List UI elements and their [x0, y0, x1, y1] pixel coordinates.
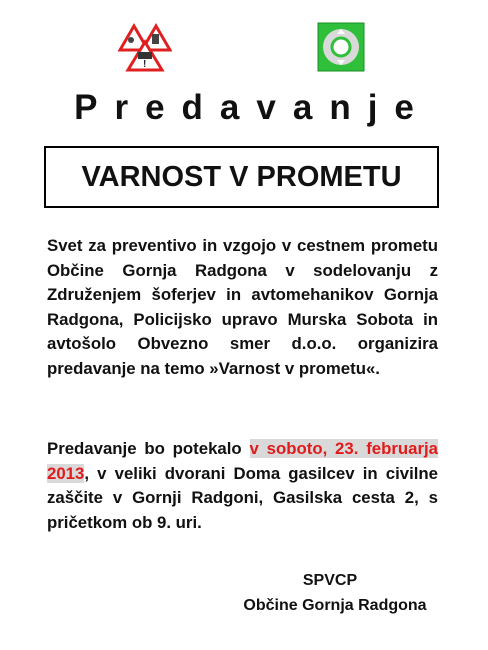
details-paragraph — [47, 437, 438, 535]
details-text-end: , v veliki dvorani Doma gasilcev in civilne zaščite v Gornji Radgoni, Gasilska cesta 2, s pričetkom ob 9. uri. — [47, 463, 438, 532]
traffic-signs-logo — [118, 22, 172, 74]
date-highlight: v soboto, 23. februarja 2013 — [47, 439, 438, 483]
roundabout-logo — [317, 22, 365, 72]
title-box — [44, 146, 439, 208]
signature-municipality: Občine Gornja Radgona — [243, 597, 427, 614]
intro-paragraph: Svet za preventivo in vzgojo v cestnem prometu Občine Gornja Radgona v sodelovanju z Združenjem šoferjev in avtomehanikov Gornja Radgona, Policijsko upravo Murska Sobota in avtošolo Obvezno smer d.o.o. organizira predavanje na temo »Varnost v prometu«. — [47, 236, 438, 378]
svg-text:!: ! — [143, 59, 147, 70]
heading: Predavanje — [74, 88, 431, 127]
page-title: VARNOST V PROMETU — [81, 160, 402, 193]
signature-org: SPVCP — [302, 572, 358, 589]
details-text-start: Predavanje bo potekalo — [47, 439, 250, 458]
